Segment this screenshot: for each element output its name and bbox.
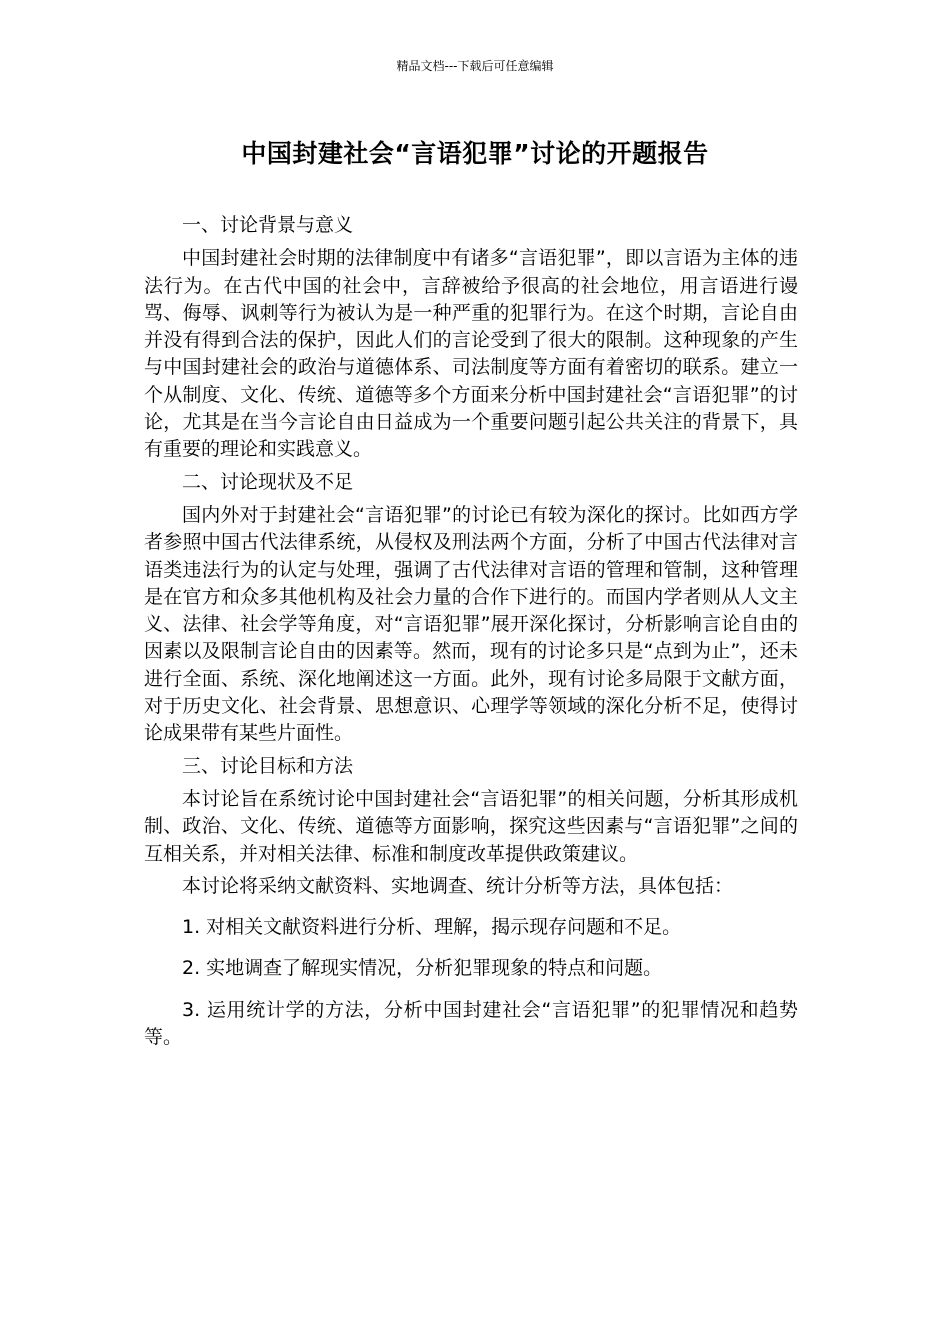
header-note: 精品文档---下载后可任意编辑 bbox=[396, 59, 554, 73]
document-title: 中国封建社会“言语犯罪”讨论的开题报告 bbox=[241, 139, 709, 168]
method-list-item: 1. 对相关文献资料进行分析、理解，揭示现存问题和不足。 bbox=[182, 916, 682, 939]
method-list-item: 2. 实地调查了解现实情况，分析犯罪现象的特点和问题。 bbox=[182, 957, 663, 980]
paragraph-background: 中国封建社会时期的法律制度中有诸多“言语犯罪”，即以言语为主体的违法行为。在古代中国的社会中，言辞被给予很高的社会地位，用言语进行谩骂、侮辱、讽刺等行为被认为是一种严重的犯罪行为。在这个时期，言论自由并没有得到合法的保护，因此人们的言论受到了很大的限制。这种现象的产生与中国封建社会的政治与道德体系、司法制度等方面有着密切的联系。建立一个从制度、文化、传统、道德等多个方面来分析中国封建社会“言语犯罪”的讨论，尤其是在当今言论自由日益成为一个重要问题引起公共关注的背景下，具有重要的理论和实践意义。 bbox=[144, 247, 798, 461]
paragraph-methods-intro: 本讨论将采纳文献资料、实地调查、统计分析等方法，具体包括： bbox=[182, 874, 734, 897]
section-heading-status: 二、讨论现状及不足 bbox=[182, 470, 354, 493]
section-heading-background: 一、讨论背景与意义 bbox=[182, 214, 354, 236]
paragraph-goals: 本讨论旨在系统讨论中国封建社会“言语犯罪”的相关问题，分析其形成机制、政治、文化、传统、道德等方面影响，探究这些因素与“言语犯罪”之间的互相关系，并对相关法律、标准和制度改革提供政策建议。 bbox=[144, 787, 798, 865]
paragraph-status: 国内外对于封建社会“言语犯罪”的讨论已有较为深化的探讨。比如西方学者参照中国古代法律系统，从侵权及刑法两个方面，分析了中国古代法律对言语类违法行为的认定与处理，强调了古代法律对言语的管理和管制，这种管理是在官方和众多其他机构及社会力量的合作下进行的。而国内学者则从人文主义、法律、社会学等角度，对“言语犯罪”展开深化探讨，分析影响言论自由的因素以及限制言论自由的因素等。然而，现有的讨论多只是“点到为止”，还未进行全面、系统、深化地阐述这一方面。此外，现有讨论多局限于文献方面，对于历史文化、社会背景、思想意识、心理学等领域的深化分析不足，使得讨论成果带有某些片面性。 bbox=[144, 503, 798, 745]
method-list-item: 3. 运用统计学的方法，分析中国封建社会“言语犯罪”的犯罪情况和趋势等。 bbox=[144, 998, 798, 1049]
section-heading-goals: 三、讨论目标和方法 bbox=[182, 754, 354, 777]
document-body bbox=[144, 212, 798, 1065]
